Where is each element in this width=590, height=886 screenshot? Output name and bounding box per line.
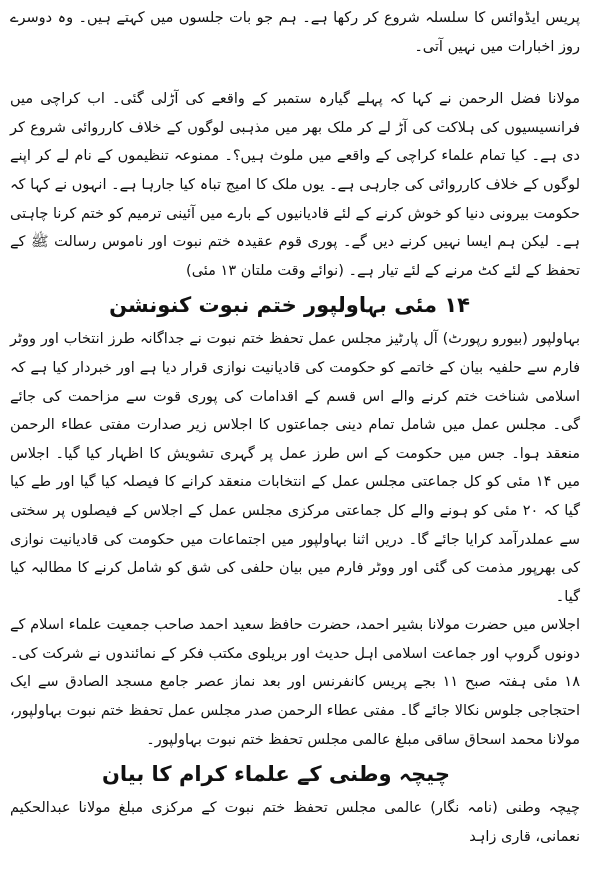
paragraph-chichawatni-report: چیچہ وطنی (نامہ نگار) عالمی مجلس تحفظ ختم نبوت کے مرکزی مبلغ مولانا عبدالحکیم نعمانی، قاری زاہد [10,800,580,845]
paragraph-press-advice: پریس ایڈوائس کا سلسلہ شروع کر رکھا ہے۔ ہم جو بات جلسوں میں کہتے ہیں۔ وہ دوسرے روز اخبارات میں نہیں آتی۔ [10,10,580,55]
paragraph-bahawalpur-report: بہاولپور (بیورو رپورٹ) آل پارٹیز مجلس عمل تحفظ ختم نبوت نے جداگانہ طرز انتخاب اور ووٹر فارم سے حلفیہ بیان کے خاتمے کو حکومت کی قادیانیت نوازی قرار دیا ہے اور خبردار کیا ہے کہ اسلامی شناخت ختم کرنے والے اس قسم کے اقدامات کی پوری قوت سے مزاحمت کی جائے گی۔ مجلس عمل میں شامل تمام دینی جماعتوں کا اجلاس زیر صدارت مفتی عطاء الرحمن منعقد ہوا۔ جس میں حکومت کے اس طرز عمل پر گہری تشویش کا اظہار کیا گیا۔ اجلاس میں ۱۴ مئی کو کل جماعتی مجلس عمل کے انتخابات منعقد کرانے کا فیصلہ کیا گیا اور طے کیا گیا کہ ۲۰ مئی کو ہونے والے کل جماعتی مرکزی مجلس عمل کے اجلاس کے فیصلوں پر سختی سے عملدرآمد کرایا جائے گا۔ دریں اثنا بہاولپور میں اجتماعات میں حکومت کی قادیانیت نوازی کی بھرپور مذمت کی گئی اور ووٹر فارم میں بیان حلفی کی شق کو شامل کرنے کا مطالبہ کیا گیا۔ [10,331,580,605]
heading-chichawatni-ulema: چیچہ وطنی کے علماء کرام کا بیان [101,762,450,787]
paragraph-meeting-participants: اجلاس میں حضرت مولانا بشیر احمد، حضرت حافظ سعید احمد صاحب جمعیت علماء اسلام کے دونوں گروپ اور جماعت اسلامی اہل حدیث اور بریلوی مکتب فکر کے نمائندوں نے شرکت کی۔ ۱۸ مئی ہفتہ صبح ۱۱ بجے پریس کانفرنس اور بعد نماز عصر جامع مسجد الصادق سے ایک احتجاجی جلوس نکالا جائے گا۔ مفتی عطاء الرحمن صدر مجلس عمل تحفظ ختم نبوت بہاولپور، مولانا محمد اسحاق ساقی مبلغ عالمی مجلس تحفظ ختم نبوت بہاولپور۔ [10,617,580,748]
heading-bahawalpur-convention: ۱۴ مئی بہاولپور ختم نبوت کنونشن [109,293,470,318]
paragraph-fazlur-rehman-statement: مولانا فضل الرحمن نے کہا کہ پہلے گیارہ ستمبر کے واقعے کی آڑلی گئی۔ اب کراچی میں فرانسیسیوں کی ہلاکت کی آڑ لے کر ملک بھر میں مذہبی لوگوں کے خلاف کارروائی شروع کر دی ہے۔ کیا تمام علماء کراچی کے واقعے میں ملوث ہیں؟۔ ممنوعہ تنظیموں کے نام لے کر اپنے لوگوں کے خلاف کارروائی کی جارہی ہے۔ یوں ملک کا امیج تباہ کیا جارہا ہے۔ انہوں نے کہا کہ حکومت بیرونی دنیا کو خوش کرنے کے لئے قادیانیوں کے بارے میں آئینی ترمیم کو ختم کرنا چاہتی ہے۔ لیکن ہم ایسا نہیں کرنے دیں گے۔ پوری قوم عقیدہ ختم نبوت اور ناموس رسالت ﷺ کے تحفظ کے لئے کٹ مرنے کے لئے تیار ہے۔ (نوائے وقت ملتان ۱۳ مئی) [10,91,580,279]
spacer [10,61,580,85]
